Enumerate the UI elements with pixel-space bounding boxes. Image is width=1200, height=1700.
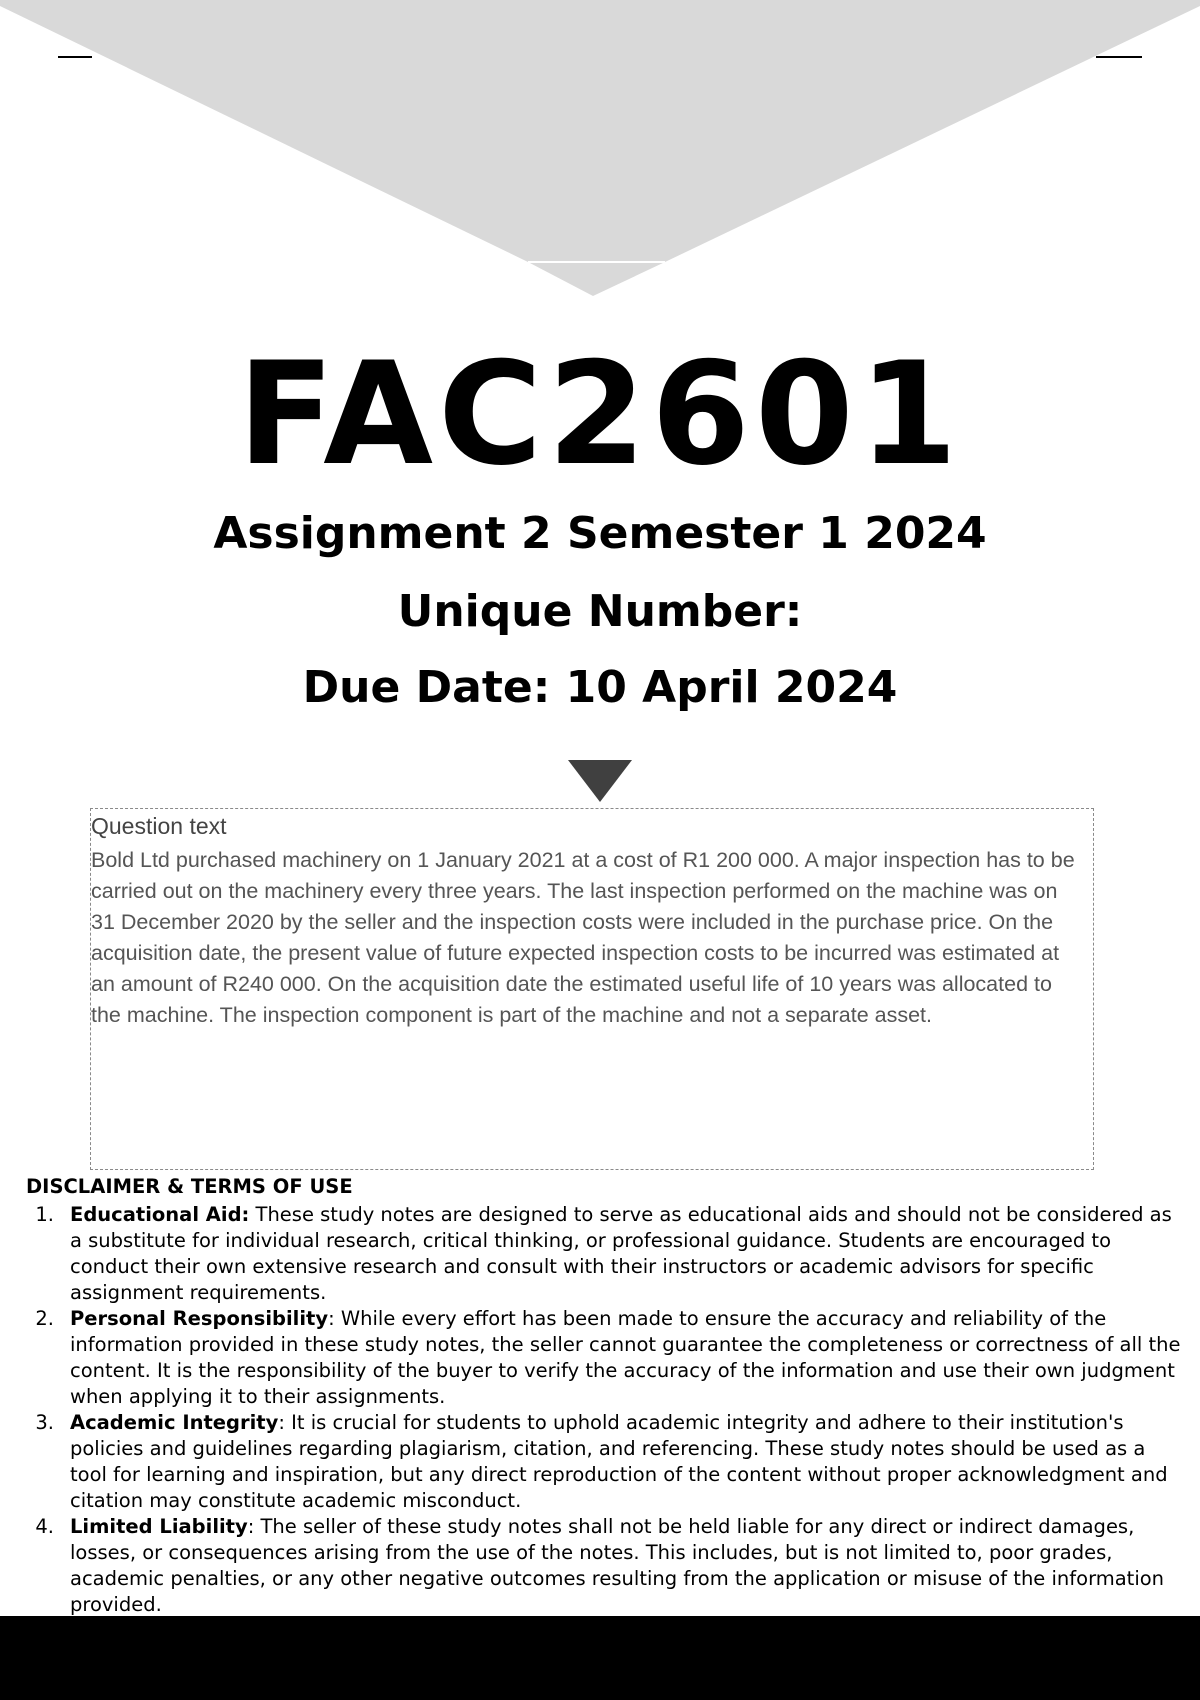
question-body: Bold Ltd purchased machinery on 1 January 2021 at a cost of R1 200 000. A major inspection has to be carried out on the machinery every three years. The last inspection performed on the machine was on 31 December 2020 by the seller and the inspection costs were included in the purchase price. On the acquisition date, the present value of future expected inspection costs to be incurred was estimated at an amount of R240 000. On the acquisition date the estimated useful life of 10 years was allocated to the machine. The inspection component is part of the machine and not a separate asset. [91, 848, 1075, 1027]
disclaimer-item [16, 1514, 1188, 1618]
due-date-label: Due Date: 10 April 2024 [302, 662, 898, 713]
disclaimer-item-number: 2. [35, 1307, 54, 1330]
header-chevron-tip [528, 262, 665, 296]
disclaimer-item-heading: Educational Aid: [70, 1203, 250, 1226]
disclaimer-item-body: : It is crucial for students to uphold academic integrity and adhere to their institution's policies and guidelines regarding plagiarism, citation, and referencing. These study notes should be used as a tool for learning and inspiration, but any direct reproduction of the content without proper acknowledgment and citation may constitute academic misconduct. [70, 1411, 1168, 1512]
disclaimer-item [16, 1410, 1188, 1514]
disclaimer-title: DISCLAIMER & TERMS OF USE [26, 1175, 353, 1198]
course-code-title: FAC2601 [237, 332, 963, 497]
disclaimer-item-heading: Limited Liability [70, 1515, 248, 1538]
disclaimer-item-number: 4. [35, 1515, 54, 1538]
question-text-box [90, 808, 1094, 1170]
footer-black-bar [0, 1616, 1200, 1700]
disclaimer-item [16, 1306, 1188, 1410]
question-label: Question text [91, 813, 227, 839]
disclaimer-item-heading: Personal Responsibility [70, 1307, 329, 1330]
disclaimer-item-body: : While every effort has been made to ensure the accuracy and reliability of the information provided in these study notes, the seller cannot guarantee the completeness or correctness of all the content. It is the responsibility of the buyer to verify the accuracy of the information and use their own judgment when applying it to their assignments. [70, 1307, 1181, 1408]
disclaimer-item-text [70, 1306, 1188, 1410]
unique-number-label: Unique Number: [397, 586, 803, 637]
disclaimer-item [16, 1202, 1188, 1306]
disclaimer-item-heading: Academic Integrity [70, 1411, 279, 1434]
disclaimer-item-text [70, 1514, 1188, 1618]
down-triangle-icon [568, 760, 632, 802]
disclaimer-item-number: 1. [35, 1203, 54, 1226]
disclaimer-item-body: These study notes are designed to serve as educational aids and should not be considered as a substitute for individual research, critical thinking, or professional guidance. Students are encouraged to conduct their own extensive research and consult with their instructors or academic advisors for specific assignment requirements. [70, 1203, 1172, 1304]
disclaimer-item-text [70, 1410, 1188, 1514]
assignment-title: Assignment 2 Semester 1 2024 [213, 508, 987, 559]
disclaimer-item-text [70, 1202, 1188, 1306]
header-chevron-shape [0, 0, 1200, 262]
disclaimer-item-body: : The seller of these study notes shall not be held liable for any direct or indirect damages, losses, or consequences arising from the use of the notes. This includes, but is not limited to, poor grades, academic penalties, or any other negative outcomes resulting from the application or misuse of the information provided. [70, 1515, 1165, 1616]
disclaimer-item-number: 3. [35, 1411, 54, 1434]
header-chevron-graphic [0, 0, 1200, 300]
disclaimer-section [16, 1174, 1188, 1618]
